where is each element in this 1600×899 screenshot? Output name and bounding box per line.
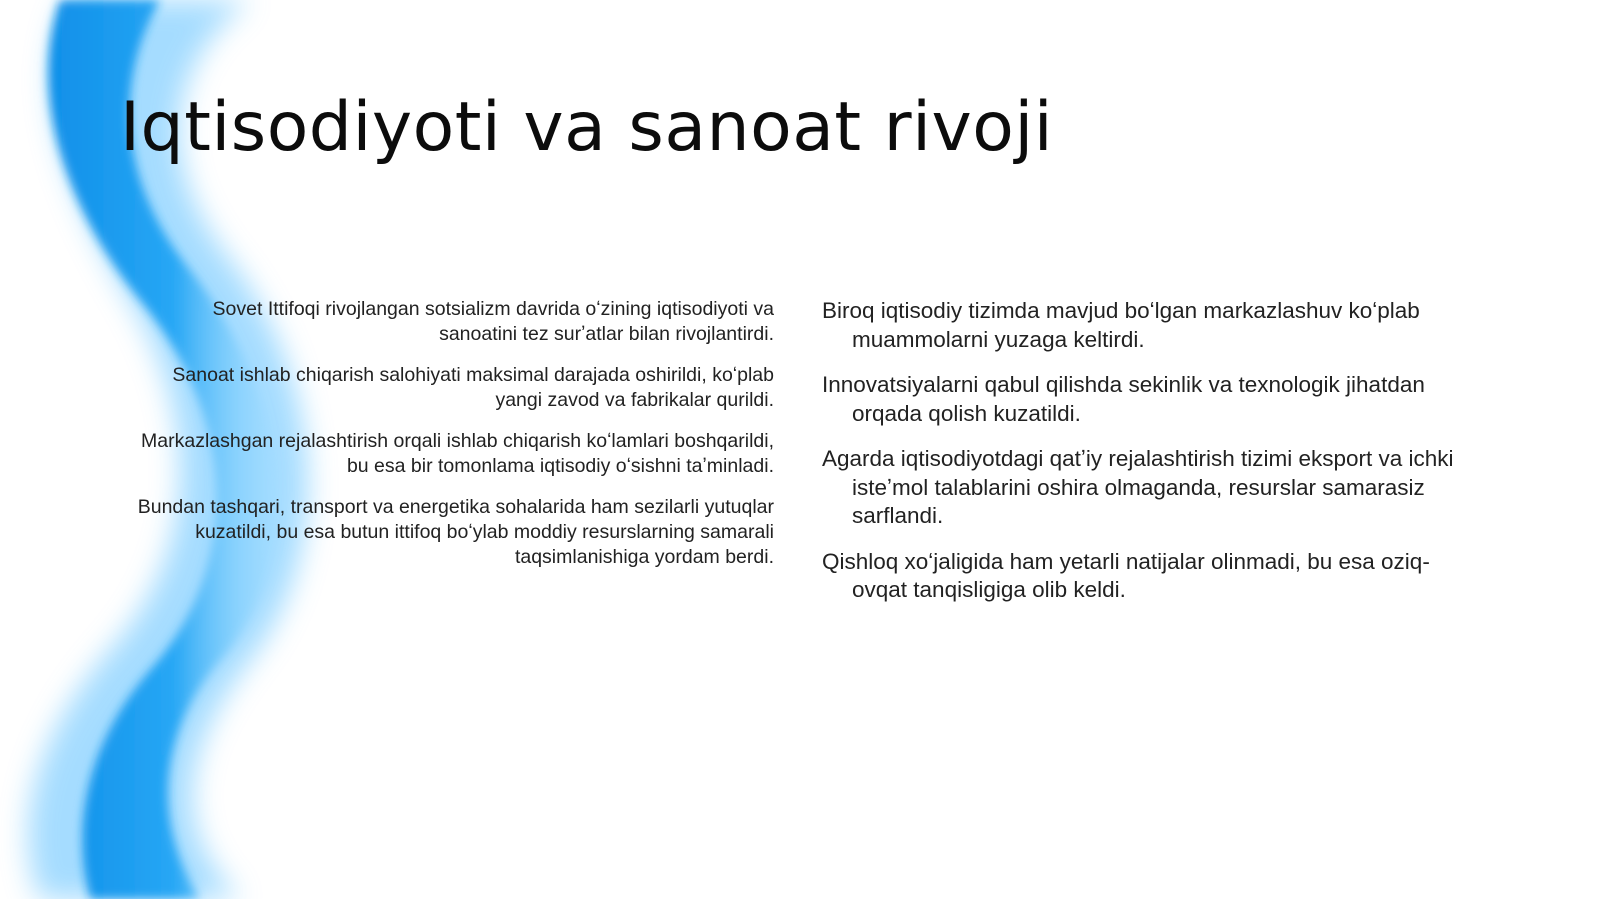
left-text-column xyxy=(130,297,774,586)
slide-title: Iqtisodiyoti va sanoat rivoji xyxy=(120,88,1054,167)
right-paragraph: Agarda iqtisodiyotdagi qatʼiy rejalashtirish tizimi eksport va ichki isteʼmol talablarini oshira olmaganda, resurslar samarasiz sarflandi. xyxy=(822,446,1454,528)
left-paragraph: Sanoat ishlab chiqarish salohiyati maksimal darajada oshirildi, koʻplab yangi zavod va fabrikalar qurildi. xyxy=(172,364,774,411)
left-paragraph: Sovet Ittifoqi rivojlangan sotsializm davrida oʻzining iqtisodiyoti va sanoatini tez surʼatlar bilan rivojlantirdi. xyxy=(212,298,774,345)
right-paragraph: Biroq iqtisodiy tizimda mavjud boʻlgan markazlashuv koʻplab muammolarni yuzaga keltirdi. xyxy=(822,298,1420,352)
left-paragraph: Markazlashgan rejalashtirish orqali ishlab chiqarish koʻlamlari boshqarildi, bu esa bir tomonlama iqtisodiy oʻsishni taʼminladi. xyxy=(141,430,774,477)
left-paragraph: Bundan tashqari, transport va energetika sohalarida ham sezilarli yutuqlar kuzatildi, bu esa butun ittifoq boʻylab moddiy resurslarning samarali taqsimlanishiga yordam berdi. xyxy=(137,496,774,568)
right-text-column xyxy=(822,297,1482,622)
right-paragraph: Innovatsiyalarni qabul qilishda sekinlik va texnologik jihatdan orqada qolish kuzatildi. xyxy=(822,372,1425,426)
right-paragraph: Qishloq xoʻjaligida ham yetarli natijalar olinmadi, bu esa oziq-ovqat tanqisligiga olib keldi. xyxy=(822,548,1430,602)
